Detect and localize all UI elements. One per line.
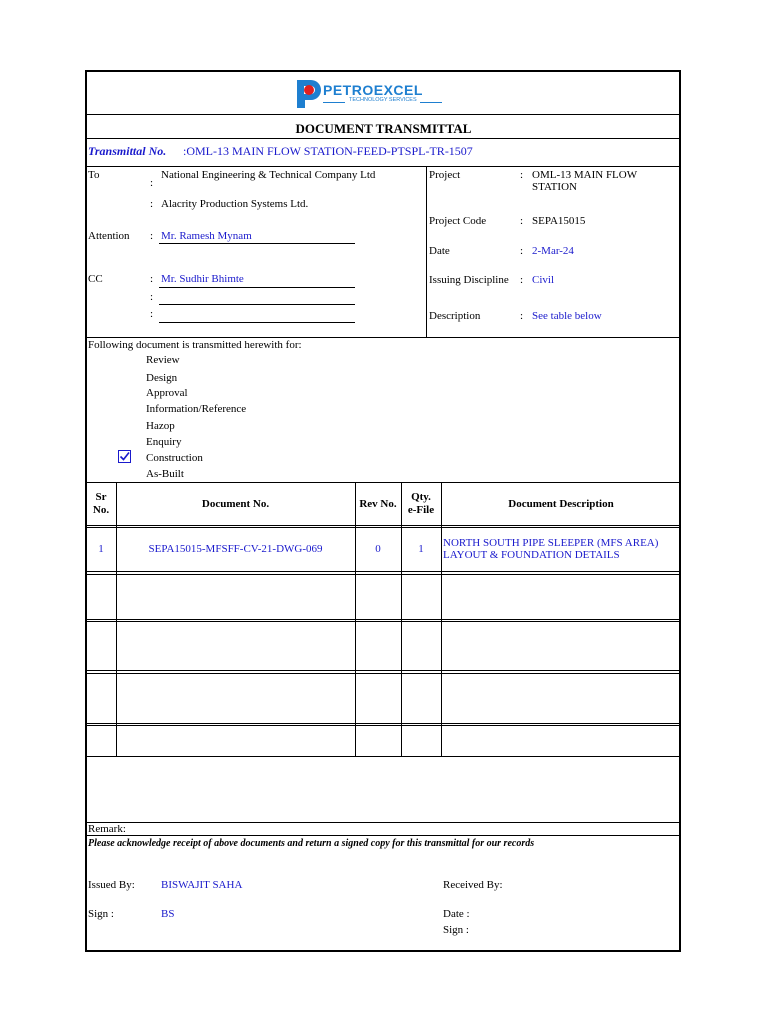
issued-by-value: BISWAJIT SAHA — [161, 879, 243, 891]
purpose-option-construction: Construction — [146, 452, 203, 464]
issuing-discipline-value: Civil — [532, 274, 555, 286]
to-recipient-2: Alacrity Production Systems Ltd. — [161, 198, 309, 210]
to-colon-2: : — [150, 198, 154, 210]
purpose-option-information: Information/Reference — [146, 403, 247, 415]
received-by-label: Received By: — [443, 879, 503, 891]
purpose-option-design: Design — [146, 372, 178, 384]
description-colon: : — [520, 310, 524, 322]
description-label: Description — [429, 310, 481, 322]
company-logo — [293, 78, 453, 112]
attention-value: Mr. Ramesh Mynam — [161, 230, 252, 242]
project-value-line1: OML-13 MAIN FLOW — [532, 169, 638, 181]
cc-label: CC — [88, 273, 103, 285]
remark-note: Please acknowledge receipt of above documents and return a signed copy for this transmittal for our records — [88, 838, 535, 849]
col-header-doc-no: Document No. — [201, 498, 270, 510]
col-header-description: Document Description — [508, 498, 614, 510]
col-header-sr-line1: Sr — [95, 491, 107, 503]
row-1-desc-line2: LAYOUT & FOUNDATION DETAILS — [443, 549, 620, 561]
project-code-label: Project Code — [429, 215, 487, 227]
purpose-option-enquiry: Enquiry — [146, 436, 182, 448]
purpose-option-approval: Approval — [146, 387, 188, 399]
col-header-rev: Rev No. — [359, 498, 397, 510]
logo-rule-right — [420, 102, 442, 103]
transmittal-label: Transmittal No. — [88, 144, 167, 158]
project-value-line2: STATION — [532, 181, 577, 193]
project-code-colon: : — [520, 215, 524, 227]
row-1-doc-no: SEPA15015-MFSFF-CV-21-DWG-069 — [148, 543, 323, 555]
sign-label: Sign : — [88, 908, 114, 920]
attention-colon: : — [150, 230, 154, 242]
transmittal-number: :OML-13 MAIN FLOW STATION-FEED-PTSPL-TR-1507 — [183, 144, 473, 158]
purpose-option-as-built: As-Built — [146, 468, 184, 480]
project-colon: : — [520, 169, 524, 181]
cc-colon-3: : — [150, 308, 154, 320]
construction-checkbox-icon[interactable] — [118, 450, 131, 463]
to-colon-1: : — [150, 177, 154, 189]
row-1-rev: 0 — [375, 543, 381, 555]
issuing-discipline-label: Issuing Discipline — [429, 274, 509, 286]
cc-value-1: Mr. Sudhir Bhimte — [161, 273, 244, 285]
description-value: See table below — [532, 310, 602, 322]
cc-colon-1: : — [150, 273, 154, 285]
project-code-value: SEPA15015 — [532, 215, 586, 227]
row-1-qty: 1 — [418, 543, 424, 555]
logo-rule-left — [323, 102, 345, 103]
row-1-sr: 1 — [98, 543, 104, 555]
row-1-desc-line1: NORTH SOUTH PIPE SLEEPER (MFS AREA) — [443, 537, 659, 549]
purpose-option-hazop: Hazop — [146, 420, 175, 432]
petroexcel-logo-icon — [293, 78, 321, 110]
date-label: Date — [429, 245, 450, 257]
date-colon: : — [520, 245, 524, 257]
issued-by-label: Issued By: — [88, 879, 135, 891]
receiver-sign-label: Sign : — [443, 924, 469, 936]
purpose-intro: Following document is transmitted herewith for: — [88, 339, 302, 351]
to-label: To — [88, 169, 100, 181]
logo-name: PETROEXCEL — [323, 82, 423, 98]
cc-colon-2: : — [150, 291, 154, 303]
to-recipient-1: National Engineering & Technical Company Ltd — [161, 169, 376, 181]
document-title: DOCUMENT TRANSMITTAL — [295, 121, 472, 136]
purpose-option-review: Review — [146, 354, 180, 366]
remark-label: Remark: — [88, 823, 126, 835]
col-header-sr-line2: No. — [92, 504, 110, 516]
sign-value: BS — [161, 908, 175, 920]
issuing-discipline-colon: : — [520, 274, 524, 286]
attention-label: Attention — [88, 230, 130, 242]
col-header-qty-line2: e-File — [407, 504, 435, 516]
project-label: Project — [429, 169, 461, 181]
receiver-date-label: Date : — [443, 908, 470, 920]
col-header-qty-line1: Qty. — [411, 491, 431, 503]
logo-tagline: TECHNOLOGY SERVICES — [349, 97, 417, 103]
date-value: 2-Mar-24 — [532, 245, 574, 257]
